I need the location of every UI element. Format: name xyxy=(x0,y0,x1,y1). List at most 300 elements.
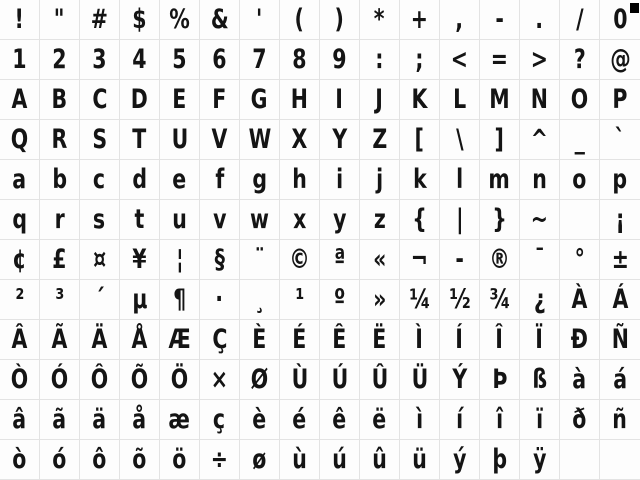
glyph-cell xyxy=(600,200,640,240)
glyph-char: È xyxy=(252,324,267,355)
glyph-char: 1 xyxy=(12,44,27,75)
glyph-cell xyxy=(360,400,400,440)
glyph-cell xyxy=(240,40,280,80)
glyph-char: Ö xyxy=(170,364,189,395)
glyph-char: | xyxy=(455,204,464,235)
glyph-cell xyxy=(440,0,480,40)
glyph-char: ² xyxy=(14,284,24,315)
glyph-char: © xyxy=(289,244,310,275)
glyph-char: Þ xyxy=(491,364,508,395)
glyph-char: ¦ xyxy=(175,244,184,275)
glyph-char: á xyxy=(613,364,627,395)
glyph-char: Ã xyxy=(51,324,68,355)
glyph-char: l xyxy=(455,164,464,195)
glyph-char: < xyxy=(450,44,469,75)
glyph-char: H xyxy=(290,84,309,115)
glyph-char: § xyxy=(214,244,225,275)
glyph-cell xyxy=(40,80,80,120)
glyph-cell xyxy=(40,120,80,160)
glyph-char: t xyxy=(134,204,145,235)
glyph-cell xyxy=(80,400,120,440)
glyph-char: æ xyxy=(168,404,191,435)
glyph-char: C xyxy=(91,84,108,115)
glyph-cell xyxy=(360,280,400,320)
glyph-cell xyxy=(0,80,40,120)
glyph-char: ø xyxy=(252,444,267,475)
glyph-char: G xyxy=(251,84,268,115)
glyph-cell xyxy=(560,0,600,40)
glyph-char: R xyxy=(51,124,68,155)
glyph-cell xyxy=(520,320,560,360)
glyph-cell xyxy=(440,80,480,120)
glyph-cell xyxy=(480,0,520,40)
glyph-cell xyxy=(480,400,520,440)
glyph-char: Û xyxy=(371,364,388,395)
glyph-char: ñ xyxy=(612,404,628,435)
glyph-cell xyxy=(600,40,640,80)
glyph-cell xyxy=(120,360,160,400)
glyph-cell xyxy=(160,160,200,200)
glyph-char: A xyxy=(11,84,28,115)
glyph-char: ¾ xyxy=(488,284,511,315)
glyph-char: F xyxy=(212,84,227,115)
glyph-cell xyxy=(200,360,240,400)
glyph-cell xyxy=(280,80,320,120)
glyph-cell xyxy=(280,40,320,80)
glyph-cell xyxy=(360,200,400,240)
glyph-cell xyxy=(0,240,40,280)
glyph-char: & xyxy=(210,4,229,35)
glyph-char: º xyxy=(333,284,346,315)
glyph-cell xyxy=(40,440,80,480)
glyph-char: â xyxy=(12,404,27,435)
glyph-char: ¢ xyxy=(12,244,27,275)
glyph-cell xyxy=(240,440,280,480)
glyph-cell xyxy=(120,240,160,280)
glyph-char: $ xyxy=(132,4,147,35)
glyph-cell xyxy=(480,440,520,480)
glyph-cell xyxy=(240,320,280,360)
glyph-cell xyxy=(600,440,640,480)
glyph-char: c xyxy=(93,164,106,195)
glyph-char: ß xyxy=(532,364,547,395)
glyph-char: z xyxy=(373,204,386,235)
glyph-char: ª xyxy=(333,244,346,275)
glyph-char: j xyxy=(375,164,384,195)
glyph-cell xyxy=(120,280,160,320)
glyph-cell xyxy=(560,320,600,360)
glyph-cell xyxy=(320,80,360,120)
glyph-cell xyxy=(200,440,240,480)
glyph-cell xyxy=(160,0,200,40)
glyph-cell xyxy=(120,440,160,480)
glyph-char: ¶ xyxy=(172,284,187,315)
glyph-cell xyxy=(80,360,120,400)
glyph-cell xyxy=(80,40,120,80)
glyph-char: ! xyxy=(14,4,25,35)
glyph-char: × xyxy=(210,364,229,395)
glyph-char: 2 xyxy=(52,44,67,75)
glyph-cell xyxy=(520,0,560,40)
glyph-char: î xyxy=(495,404,504,435)
glyph-cell xyxy=(240,240,280,280)
glyph-cell xyxy=(40,360,80,400)
glyph-cell xyxy=(200,280,240,320)
glyph-cell xyxy=(160,320,200,360)
glyph-char: ¨ xyxy=(254,244,265,275)
glyph-cell xyxy=(440,320,480,360)
glyph-char: X xyxy=(291,124,308,155)
glyph-cell xyxy=(400,0,440,40)
glyph-char: @ xyxy=(609,44,631,75)
glyph-cell xyxy=(0,360,40,400)
glyph-cell xyxy=(560,400,600,440)
glyph-cell xyxy=(40,160,80,200)
glyph-cell xyxy=(160,440,200,480)
glyph-cell xyxy=(360,240,400,280)
glyph-char: Ï xyxy=(535,324,544,355)
glyph-cell xyxy=(280,280,320,320)
glyph-cell xyxy=(560,160,600,200)
glyph-cell xyxy=(400,240,440,280)
glyph-cell xyxy=(360,160,400,200)
glyph-cell xyxy=(400,320,440,360)
glyph-cell xyxy=(320,240,360,280)
glyph-cell xyxy=(360,320,400,360)
glyph-char: g xyxy=(252,164,267,195)
glyph-char: u xyxy=(172,204,187,235)
glyph-char: ý xyxy=(452,444,467,475)
glyph-cell xyxy=(480,40,520,80)
glyph-char: Ê xyxy=(332,324,347,355)
glyph-cell xyxy=(120,40,160,80)
glyph-cell xyxy=(40,0,80,40)
glyph-cell xyxy=(240,200,280,240)
glyph-char: E xyxy=(172,84,187,115)
glyph-char: 6 xyxy=(212,44,227,75)
glyph-char: K xyxy=(411,84,428,115)
glyph-cell xyxy=(400,280,440,320)
glyph-cell xyxy=(40,280,80,320)
glyph-cell xyxy=(480,160,520,200)
glyph-cell xyxy=(400,120,440,160)
glyph-cell xyxy=(240,280,280,320)
glyph-cell xyxy=(360,440,400,480)
glyph-char: + xyxy=(410,4,429,35)
glyph-char: S xyxy=(92,124,107,155)
glyph-cell xyxy=(440,120,480,160)
glyph-char: M xyxy=(489,84,510,115)
glyph-char: d xyxy=(132,164,147,195)
glyph-char: ÷ xyxy=(210,444,229,475)
glyph-char: ë xyxy=(372,404,387,435)
glyph-char: \ xyxy=(455,124,464,155)
glyph-cell xyxy=(400,200,440,240)
glyph-char: m xyxy=(488,164,511,195)
glyph-cell xyxy=(360,40,400,80)
glyph-cell xyxy=(280,160,320,200)
glyph-char: Ð xyxy=(570,324,589,355)
glyph-char: Ä xyxy=(91,324,108,355)
glyph-cell xyxy=(480,240,520,280)
glyph-cell xyxy=(560,240,600,280)
glyph-cell xyxy=(0,160,40,200)
glyph-cell xyxy=(200,320,240,360)
glyph-char: ¿ xyxy=(533,284,546,315)
glyph-char: r xyxy=(54,204,65,235)
glyph-cell xyxy=(320,40,360,80)
glyph-char: ± xyxy=(611,244,629,275)
glyph-char: * xyxy=(374,4,385,35)
glyph-char: f xyxy=(215,164,224,195)
glyph-char: ÿ xyxy=(532,444,547,475)
glyph-char: q xyxy=(12,204,27,235)
glyph-char: ' xyxy=(256,4,263,35)
glyph-cell xyxy=(560,280,600,320)
glyph-char: ° xyxy=(574,244,585,275)
glyph-cell xyxy=(440,40,480,80)
glyph-cell xyxy=(320,120,360,160)
glyph-char: W xyxy=(248,124,271,155)
glyph-cell xyxy=(320,400,360,440)
glyph-cell xyxy=(40,400,80,440)
glyph-char: Q xyxy=(10,124,29,155)
glyph-cell xyxy=(360,80,400,120)
glyph-char: é xyxy=(292,404,307,435)
corner-marker-square xyxy=(630,3,639,13)
glyph-cell xyxy=(160,280,200,320)
glyph-char: 8 xyxy=(292,44,307,75)
glyph-char: 4 xyxy=(132,44,147,75)
glyph-cell xyxy=(480,80,520,120)
glyph-cell xyxy=(0,200,40,240)
glyph-cell xyxy=(520,120,560,160)
glyph-char: ä xyxy=(92,404,107,435)
glyph-char: n xyxy=(532,164,547,195)
glyph-char: ¸ xyxy=(254,284,265,315)
glyph-cell xyxy=(280,0,320,40)
glyph-cell xyxy=(440,400,480,440)
glyph-cell xyxy=(200,0,240,40)
glyph-char: P xyxy=(612,84,628,115)
glyph-cell xyxy=(240,0,280,40)
glyph-char: a xyxy=(12,164,27,195)
glyph-cell xyxy=(400,40,440,80)
glyph-char: Ô xyxy=(90,364,109,395)
glyph-char: ¯ xyxy=(534,244,545,275)
glyph-cell xyxy=(320,200,360,240)
glyph-char: # xyxy=(90,4,109,35)
glyph-cell xyxy=(560,200,600,240)
glyph-cell xyxy=(120,80,160,120)
glyph-char: k xyxy=(412,164,427,195)
glyph-cell xyxy=(440,360,480,400)
glyph-char: è xyxy=(252,404,267,435)
glyph-char: À xyxy=(571,284,588,315)
glyph-cell xyxy=(360,0,400,40)
glyph-char: Î xyxy=(495,324,504,355)
glyph-char: : xyxy=(375,44,384,75)
glyph-char: Ì xyxy=(415,324,424,355)
glyph-cell xyxy=(200,240,240,280)
glyph-cell xyxy=(600,120,640,160)
glyph-cell xyxy=(40,40,80,80)
glyph-cell xyxy=(240,120,280,160)
glyph-cell xyxy=(0,400,40,440)
glyph-char: . xyxy=(535,4,544,35)
glyph-char: » xyxy=(372,284,387,315)
glyph-char: o xyxy=(572,164,587,195)
glyph-char: Ú xyxy=(331,364,348,395)
glyph-char: ú xyxy=(332,444,347,475)
glyph-cell xyxy=(200,80,240,120)
glyph-char: Õ xyxy=(130,364,149,395)
glyph-char: ¥ xyxy=(132,244,147,275)
glyph-char: ´ xyxy=(94,284,105,315)
glyph-char: Á xyxy=(612,284,628,315)
glyph-cell xyxy=(520,80,560,120)
glyph-cell xyxy=(160,40,200,80)
glyph-char: û xyxy=(372,444,387,475)
glyph-cell xyxy=(0,40,40,80)
glyph-cell xyxy=(120,120,160,160)
glyph-char: ½ xyxy=(448,284,471,315)
glyph-cell xyxy=(200,400,240,440)
glyph-char: 3 xyxy=(92,44,107,75)
glyph-char: I xyxy=(335,84,344,115)
glyph-char: ã xyxy=(52,404,67,435)
glyph-char: ) xyxy=(334,4,345,35)
glyph-char: ¬ xyxy=(410,244,429,275)
glyph-char: - xyxy=(455,244,464,275)
glyph-cell xyxy=(280,400,320,440)
glyph-char: Å xyxy=(131,324,148,355)
glyph-char: £ xyxy=(52,244,67,275)
glyph-char: Ñ xyxy=(611,324,629,355)
glyph-cell xyxy=(240,400,280,440)
glyph-cell xyxy=(280,320,320,360)
glyph-char: T xyxy=(132,124,147,155)
glyph-cell xyxy=(320,0,360,40)
glyph-cell xyxy=(520,240,560,280)
glyph-cell xyxy=(560,440,600,480)
glyph-char: h xyxy=(292,164,307,195)
glyph-char: x xyxy=(292,204,307,235)
glyph-cell xyxy=(560,120,600,160)
glyph-cell xyxy=(40,320,80,360)
glyph-char: " xyxy=(54,4,65,35)
glyph-cell xyxy=(160,80,200,120)
glyph-cell xyxy=(560,80,600,120)
glyph-cell xyxy=(400,400,440,440)
glyph-cell xyxy=(360,360,400,400)
glyph-cell xyxy=(400,160,440,200)
glyph-char: - xyxy=(495,4,504,35)
glyph-char: ` xyxy=(614,124,626,155)
glyph-cell xyxy=(80,280,120,320)
glyph-cell xyxy=(520,200,560,240)
glyph-cell xyxy=(80,440,120,480)
glyph-cell xyxy=(0,120,40,160)
glyph-char: « xyxy=(372,244,387,275)
glyph-char: e xyxy=(172,164,187,195)
glyph-char: 7 xyxy=(252,44,267,75)
glyph-cell xyxy=(600,280,640,320)
glyph-char: { xyxy=(412,204,427,235)
glyph-cell xyxy=(200,40,240,80)
glyph-char: ¼ xyxy=(408,284,431,315)
glyph-cell xyxy=(120,0,160,40)
glyph-cell xyxy=(320,440,360,480)
glyph-char: ö xyxy=(172,444,187,475)
glyph-cell xyxy=(600,400,640,440)
glyph-char: ³ xyxy=(54,284,64,315)
glyph-cell xyxy=(480,120,520,160)
glyph-char: 9 xyxy=(332,44,347,75)
glyph-char: ê xyxy=(332,404,347,435)
glyph-cell xyxy=(120,400,160,440)
glyph-cell xyxy=(200,200,240,240)
glyph-cell xyxy=(80,80,120,120)
glyph-char: B xyxy=(51,84,68,115)
glyph-cell xyxy=(240,160,280,200)
glyph-char: · xyxy=(215,284,224,315)
glyph-cell xyxy=(400,360,440,400)
glyph-cell xyxy=(600,240,640,280)
glyph-char: Â xyxy=(11,324,28,355)
glyph-char: Ë xyxy=(372,324,387,355)
glyph-char: Ç xyxy=(211,324,228,355)
glyph-cell xyxy=(480,200,520,240)
glyph-char: % xyxy=(169,4,190,35)
glyph-cell xyxy=(560,40,600,80)
glyph-cell xyxy=(320,280,360,320)
glyph-char: D xyxy=(130,84,149,115)
glyph-char: Ó xyxy=(50,364,69,395)
glyph-char: ü xyxy=(412,444,427,475)
glyph-char: ® xyxy=(489,244,510,275)
glyph-char: Ø xyxy=(250,364,269,395)
glyph-cell xyxy=(80,120,120,160)
glyph-char: Y xyxy=(332,124,347,155)
glyph-cell xyxy=(200,120,240,160)
glyph-char: ó xyxy=(52,444,67,475)
glyph-char: ì xyxy=(415,404,424,435)
glyph-char: y xyxy=(332,204,347,235)
glyph-cell xyxy=(600,320,640,360)
glyph-cell xyxy=(320,360,360,400)
glyph-cell xyxy=(320,320,360,360)
glyph-char: w xyxy=(250,204,269,235)
glyph-cell xyxy=(80,0,120,40)
glyph-cell xyxy=(520,440,560,480)
glyph-cell xyxy=(360,120,400,160)
glyph-char: L xyxy=(452,84,467,115)
glyph-cell xyxy=(120,200,160,240)
glyph-cell xyxy=(440,160,480,200)
glyph-cell xyxy=(280,120,320,160)
glyph-cell xyxy=(240,360,280,400)
glyph-cell xyxy=(0,320,40,360)
glyph-cell xyxy=(320,160,360,200)
glyph-char: ¤ xyxy=(92,244,107,275)
glyph-char: O xyxy=(570,84,589,115)
glyph-char: í xyxy=(455,404,464,435)
glyph-char: Ù xyxy=(291,364,308,395)
glyph-char: ^ xyxy=(530,124,549,155)
glyph-cell xyxy=(160,120,200,160)
glyph-char: > xyxy=(530,44,549,75)
